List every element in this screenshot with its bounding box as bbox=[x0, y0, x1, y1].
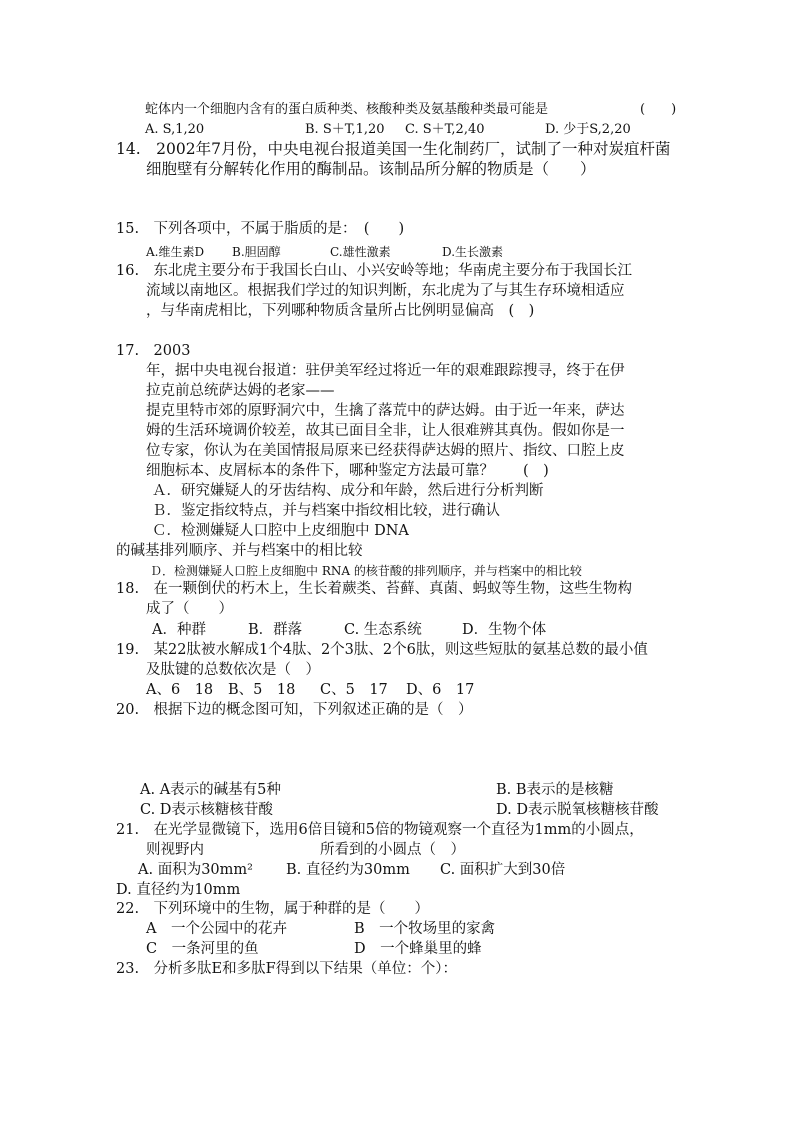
q15-option-d: D.生长激素 bbox=[442, 245, 504, 259]
q22-option-c: C 一条河里的鱼 bbox=[146, 941, 259, 957]
q17-option-d: Ｄ．检测嫌疑人口腔上皮细胞中 RNA 的核苷酸的排列顺序，并与档案中的相比较 bbox=[150, 564, 582, 578]
q20-option-a: A. A表示的碱基有5种 bbox=[140, 782, 281, 798]
q18-option-c: C. 生态系统 bbox=[344, 622, 422, 638]
q13-option-c: C. S＋T,2,40 bbox=[405, 122, 485, 137]
q17-option-c: Ｃ．检测嫌疑人口腔中上皮细胞中 DNA bbox=[152, 523, 409, 539]
q13-option-b: B. S＋T,1,20 bbox=[305, 122, 385, 137]
q15-option-a: A.维生素D bbox=[146, 245, 205, 259]
q18-option-a: A．种群 bbox=[152, 622, 206, 638]
q19-option-c: C、5 17 bbox=[320, 682, 388, 698]
q15-option-c: C.雄性激素 bbox=[330, 245, 391, 259]
q17-option-c-cont: 的碱基排列顺序、并与档案中的相比较 bbox=[116, 543, 363, 559]
q17-line-1: 年，据中央电视台报道：驻伊美军经过将近一年的艰难跟踪搜寻，终于在伊 bbox=[146, 363, 625, 379]
q17-line-6: 细胞标本、皮屑标本的条件下，哪种鉴定方法最可靠？ ( ) bbox=[146, 463, 549, 479]
q17-option-b: Ｂ．鉴定指纹特点，并与档案中指纹相比较，进行确认 bbox=[152, 503, 500, 519]
q23-line-1: 23. 分析多肽E和多肽F得到以下结果（单位：个）： bbox=[116, 961, 457, 977]
q22-option-b: B 一个牧场里的家禽 bbox=[354, 921, 496, 937]
q21-option-c: C. 面积扩大到30倍 bbox=[440, 862, 566, 878]
q22-line-1: 22. 下列环境中的生物，属于种群的是（ ） bbox=[116, 901, 430, 917]
q17-line-4: 姆的生活环境调价较差，故其已面目全非，让人很难辨其真伪。假如你是一 bbox=[146, 423, 625, 439]
q21-option-b: B. 直径约为30mm bbox=[286, 862, 410, 878]
q21-line-2b: 所看到的小圆点（ ） bbox=[320, 842, 465, 858]
q17-line-2: 拉克前总统萨达姆的老家—— bbox=[146, 383, 335, 399]
q19-line-1: 19. 某22肽被水解成1个4肽、2个3肽、2个6肽，则这些短肽的氨基总数的最小值 bbox=[116, 642, 648, 658]
q16-line-2: 流域以南地区。根据我们学过的知识判断，东北虎为了与其生存环境相适应 bbox=[146, 283, 625, 299]
q17-option-a: Ａ．研究嫌疑人的牙齿结构、成分和年龄，然后进行分析判断 bbox=[152, 483, 544, 499]
q22-option-a: A 一个公园中的花卉 bbox=[146, 921, 287, 937]
q16-line-1: 16. 东北虎主要分布于我国长白山、小兴安岭等地；华南虎主要分布于我国长江 bbox=[116, 263, 633, 279]
q13-stem: 蛇体内一个细胞内含有的蛋白质种类、核酸种类及氨基酸种类最可能是 bbox=[145, 102, 549, 117]
q20-option-d: D. D表示脱氧核糖核苷酸 bbox=[496, 802, 659, 818]
q17-line-5: 位专家，你认为在美国情报局原来已经获得萨达姆的照片、指纹、口腔上皮 bbox=[146, 443, 625, 459]
q21-line-1: 21. 在光学显微镜下，选用6倍目镜和5倍的物镜观察一个直径为1mm的小圆点， bbox=[116, 822, 644, 838]
q20-option-c: C. D表示核糖核苷酸 bbox=[140, 802, 273, 818]
q14-line-1: 14. 2002年7月份，中央电视台报道美国一生化制药厂，试制了一种对炭疽杆菌 bbox=[116, 140, 671, 158]
q21-option-a: A. 面积为30mm² bbox=[138, 862, 253, 878]
q13-option-a: A. S,1,20 bbox=[145, 122, 205, 137]
q13-option-d: D. 少于S,2,20 bbox=[545, 122, 631, 137]
q15-line-1: 15. 下列各项中，不属于脂质的是： ( ) bbox=[116, 221, 405, 237]
q14-line-2: 细胞壁有分解转化作用的酶制品。该制品所分解的物质是（ ） bbox=[146, 160, 596, 178]
q19-line-2: 及肽键的总数依次是（ ） bbox=[146, 662, 320, 678]
q21-option-d: D. 直径约为10mm bbox=[116, 882, 241, 898]
q19-option-a: A、6 18 bbox=[146, 682, 214, 698]
q21-line-2a: 则视野内 bbox=[146, 842, 204, 858]
q17-number: 17. 2003 bbox=[116, 343, 191, 359]
q19-option-d: D、6 17 bbox=[406, 682, 475, 698]
q22-option-d: D 一个蜂巢里的蜂 bbox=[354, 941, 482, 957]
q20-option-b: B. B表示的是核糖 bbox=[496, 782, 614, 798]
q15-option-b: B.胆固醇 bbox=[232, 245, 281, 259]
q18-line-2: 成了（ ） bbox=[146, 601, 233, 617]
q13-answer-paren: ( ) bbox=[640, 102, 677, 117]
q18-option-b: B．群落 bbox=[248, 622, 303, 638]
q18-option-d: D．生物个体 bbox=[462, 622, 547, 638]
q18-line-1: 18. 在一颗倒伏的朽木上，生长着蕨类、苔藓、真菌、蚂蚁等生物，这些生物构 bbox=[116, 581, 633, 597]
q20-line-1: 20. 根据下边的概念图可知，下列叙述正确的是（ ） bbox=[116, 702, 473, 718]
q16-line-3: ，与华南虎相比，下列哪种物质含量所占比例明显偏高 ( ) bbox=[146, 303, 535, 319]
q17-line-3: 提克里特市郊的原野洞穴中，生擒了落荒中的萨达姆。由于近一年来，萨达 bbox=[146, 403, 625, 419]
q19-option-b: B、5 18 bbox=[228, 682, 296, 698]
